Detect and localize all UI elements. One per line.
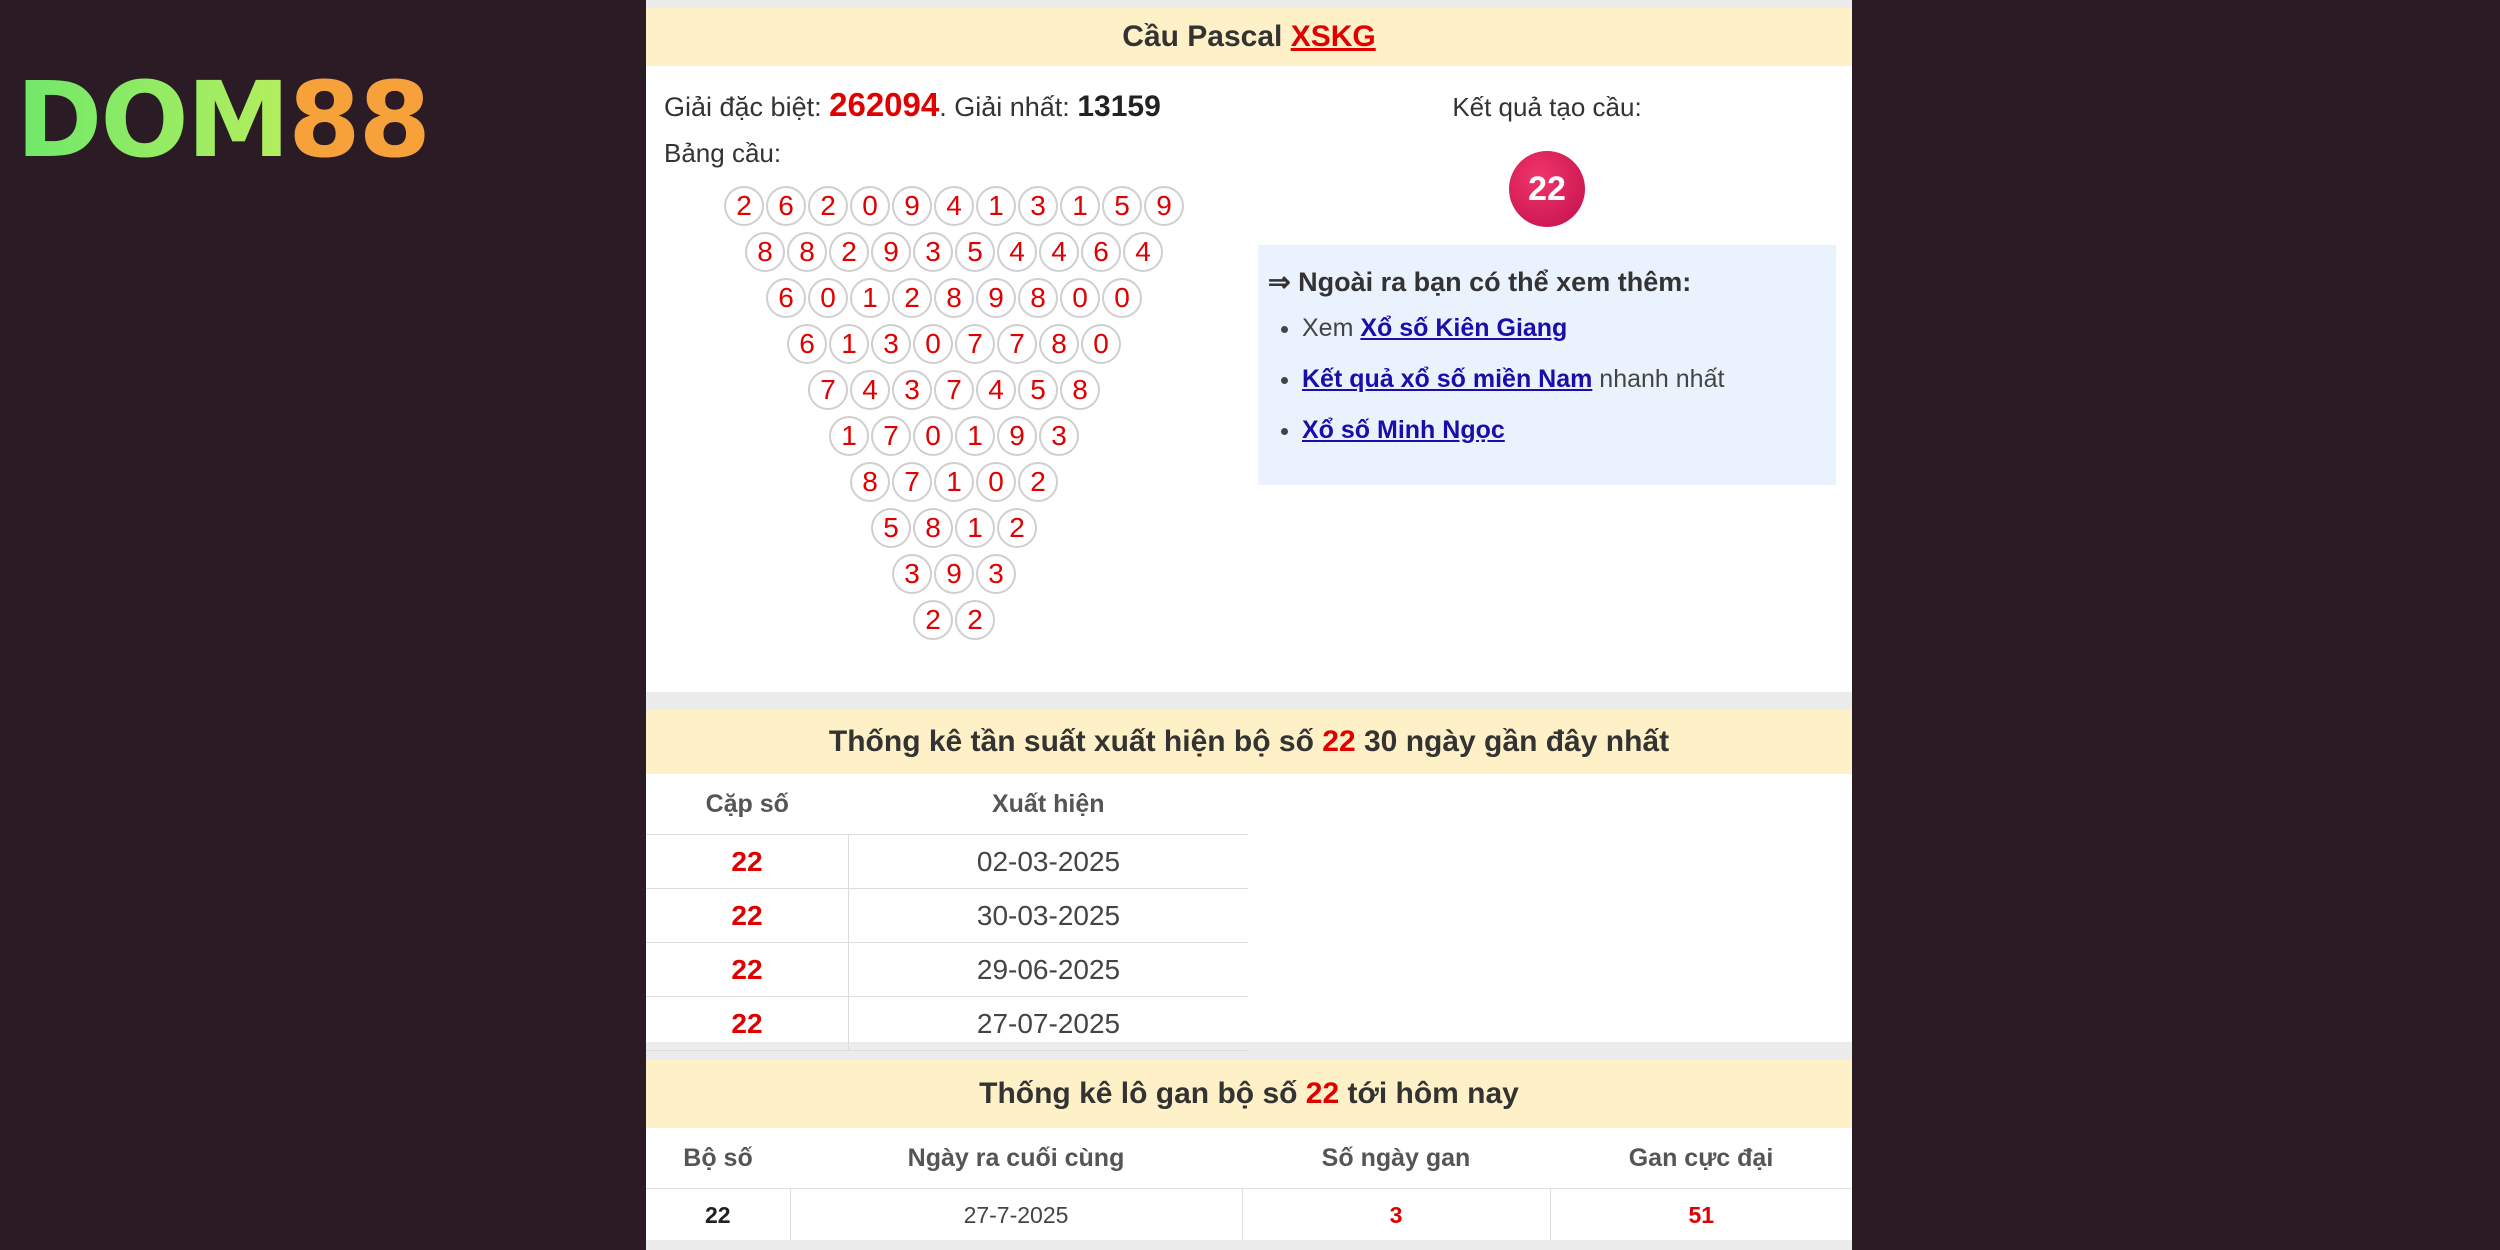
link-xo-so-kien-giang[interactable]: Xổ số Kiên Giang — [1360, 314, 1568, 342]
digit-ball: 1 — [1060, 186, 1100, 226]
date-cell: 27-07-2025 — [849, 997, 1249, 1051]
digit-ball: 8 — [913, 508, 953, 548]
see-more-box — [1258, 245, 1836, 485]
digit-ball: 1 — [829, 416, 869, 456]
link-xo-so-minh-ngoc[interactable]: Xổ số Minh Ngọc — [1302, 416, 1505, 444]
digit-ball: 3 — [871, 324, 911, 364]
col-gan-days: Số ngày gan — [1242, 1128, 1550, 1189]
digit-ball: 8 — [787, 232, 827, 272]
digit-ball: 2 — [724, 186, 764, 226]
digit-ball: 0 — [976, 462, 1016, 502]
triangle-row — [664, 370, 1244, 416]
result-ball: 22 — [1509, 151, 1585, 227]
see-more-item — [1302, 314, 1826, 343]
date-cell: 02-03-2025 — [849, 835, 1249, 889]
digit-ball: 4 — [976, 370, 1016, 410]
frequency-title-prefix: Thống kê tần suất xuất hiện bộ số — [828, 725, 1314, 758]
digit-ball: 0 — [1102, 278, 1142, 318]
digit-ball: 2 — [1018, 462, 1058, 502]
last-date-cell: 27-7-2025 — [790, 1189, 1242, 1242]
special-prize-label: Giải đặc biệt: — [664, 92, 822, 122]
pascal-card — [646, 8, 1852, 692]
digit-ball: 3 — [1039, 416, 1079, 456]
digit-ball: 1 — [955, 416, 995, 456]
triangle-row — [664, 416, 1244, 462]
gan-title-suffix: tới hôm nay — [1347, 1077, 1519, 1110]
col-last-date: Ngày ra cuối cùng — [790, 1128, 1242, 1189]
digit-ball: 0 — [913, 416, 953, 456]
digit-ball: 7 — [997, 324, 1037, 364]
main-column — [646, 0, 1852, 1250]
digit-ball: 7 — [871, 416, 911, 456]
gan-header — [646, 1060, 1852, 1128]
first-prize-label: . Giải nhất: — [939, 92, 1070, 122]
digit-ball: 8 — [745, 232, 785, 272]
pair-cell: 22 — [646, 835, 849, 889]
col-appearance: Xuất hiện — [849, 774, 1249, 835]
date-cell: 30-03-2025 — [849, 889, 1249, 943]
digit-ball: 1 — [934, 462, 974, 502]
digit-ball: 3 — [892, 370, 932, 410]
digit-ball: 7 — [892, 462, 932, 502]
digit-ball: 8 — [1018, 278, 1058, 318]
logo-text-88: 88 — [288, 59, 429, 181]
prize-line — [664, 86, 1244, 124]
pascal-title: Cầu Pascal — [1122, 20, 1283, 53]
digit-ball: 0 — [850, 186, 890, 226]
col-pair: Cặp số — [646, 774, 849, 835]
see-more-title: ⇒ Ngoài ra bạn có thể xem thêm: — [1268, 267, 1692, 297]
digit-ball: 2 — [829, 232, 869, 272]
frequency-title-suffix: 30 ngày gần đây nhất — [1364, 725, 1670, 758]
digit-ball: 1 — [850, 278, 890, 318]
digit-ball: 1 — [829, 324, 869, 364]
pascal-right-pane — [1258, 92, 1836, 485]
digit-ball: 5 — [1018, 370, 1058, 410]
frequency-title-number: 22 — [1322, 725, 1356, 758]
digit-ball: 8 — [850, 462, 890, 502]
digit-ball: 9 — [934, 554, 974, 594]
see-more-suffix: nhanh nhất — [1592, 365, 1725, 393]
table-row — [646, 889, 1248, 943]
triangle-row — [664, 600, 1244, 646]
digit-ball: 3 — [976, 554, 1016, 594]
digit-ball: 4 — [1123, 232, 1163, 272]
pair-cell: 22 — [646, 889, 849, 943]
gan-days-cell: 3 — [1242, 1189, 1550, 1242]
digit-ball: 5 — [871, 508, 911, 548]
digit-ball: 9 — [997, 416, 1037, 456]
digit-ball: 1 — [976, 186, 1016, 226]
col-number: Bộ số — [646, 1128, 790, 1189]
triangle-row — [664, 508, 1244, 554]
frequency-header-row — [646, 774, 1248, 835]
digit-ball: 2 — [892, 278, 932, 318]
table-row — [646, 1189, 1852, 1242]
digit-ball: 5 — [955, 232, 995, 272]
table-row — [646, 943, 1248, 997]
digit-ball: 3 — [1018, 186, 1058, 226]
digit-ball: 2 — [913, 600, 953, 640]
table-row — [646, 997, 1248, 1051]
col-max-gan: Gan cực đại — [1550, 1128, 1852, 1189]
digit-ball: 7 — [955, 324, 995, 364]
frequency-table — [646, 774, 1248, 1051]
table-label: Bảng cầu: — [664, 138, 782, 168]
see-more-list — [1268, 314, 1826, 445]
digit-ball: 8 — [1060, 370, 1100, 410]
result-label: Kết quả tạo cầu: — [1452, 92, 1642, 122]
number-cell: 22 — [646, 1189, 790, 1242]
link-ket-qua-mien-nam[interactable]: Kết quả xổ số miền Nam — [1302, 365, 1593, 393]
gan-title-prefix: Thống kê lô gan bộ số — [979, 1077, 1298, 1110]
digit-ball: 6 — [1081, 232, 1121, 272]
digit-ball: 0 — [1060, 278, 1100, 318]
digit-ball: 7 — [934, 370, 974, 410]
gan-card — [646, 1060, 1852, 1240]
digit-ball: 0 — [808, 278, 848, 318]
frequency-card — [646, 710, 1852, 1042]
gan-header-row — [646, 1128, 1852, 1189]
digit-ball: 0 — [913, 324, 953, 364]
digit-ball: 2 — [997, 508, 1037, 548]
pascal-left-pane — [664, 86, 1244, 635]
frequency-header — [646, 710, 1852, 774]
digit-ball: 4 — [934, 186, 974, 226]
digit-ball: 4 — [1039, 232, 1079, 272]
dom88-logo[interactable] — [16, 59, 429, 181]
digit-ball: 9 — [976, 278, 1016, 318]
date-cell: 29-06-2025 — [849, 943, 1249, 997]
digit-ball: 8 — [934, 278, 974, 318]
digit-ball: 4 — [997, 232, 1037, 272]
triangle-row — [664, 186, 1244, 232]
digit-ball: 6 — [766, 186, 806, 226]
pascal-header — [646, 8, 1852, 66]
digit-ball: 7 — [808, 370, 848, 410]
digit-ball: 6 — [787, 324, 827, 364]
digit-ball: 9 — [892, 186, 932, 226]
first-prize-value: 13159 — [1077, 90, 1161, 123]
see-more-item — [1302, 365, 1826, 394]
triangle-row — [664, 554, 1244, 600]
pair-cell: 22 — [646, 997, 849, 1051]
logo-text-dom: DOM — [16, 59, 289, 181]
see-more-prefix: Xem — [1302, 314, 1361, 342]
digit-ball: 5 — [1102, 186, 1142, 226]
digit-ball: 6 — [766, 278, 806, 318]
gan-table — [646, 1128, 1852, 1241]
triangle-row — [664, 324, 1244, 370]
see-more-item — [1302, 416, 1826, 445]
table-row — [646, 835, 1248, 889]
triangle-row — [664, 232, 1244, 278]
max-gan-cell: 51 — [1688, 1201, 1715, 1228]
pair-cell: 22 — [646, 943, 849, 997]
digit-ball: 9 — [871, 232, 911, 272]
digit-ball: 8 — [1039, 324, 1079, 364]
digit-ball: 3 — [913, 232, 953, 272]
gan-title-number: 22 — [1305, 1077, 1340, 1110]
digit-ball: 3 — [892, 554, 932, 594]
xskg-link[interactable]: XSKG — [1290, 20, 1376, 53]
special-prize-value: 262094 — [829, 86, 940, 123]
digit-ball: 9 — [1144, 186, 1184, 226]
triangle-row — [664, 462, 1244, 508]
digit-ball: 2 — [808, 186, 848, 226]
digit-ball: 2 — [955, 600, 995, 640]
digit-ball: 1 — [955, 508, 995, 548]
triangle-row — [664, 278, 1244, 324]
digit-ball: 4 — [850, 370, 890, 410]
digit-ball: 0 — [1081, 324, 1121, 364]
